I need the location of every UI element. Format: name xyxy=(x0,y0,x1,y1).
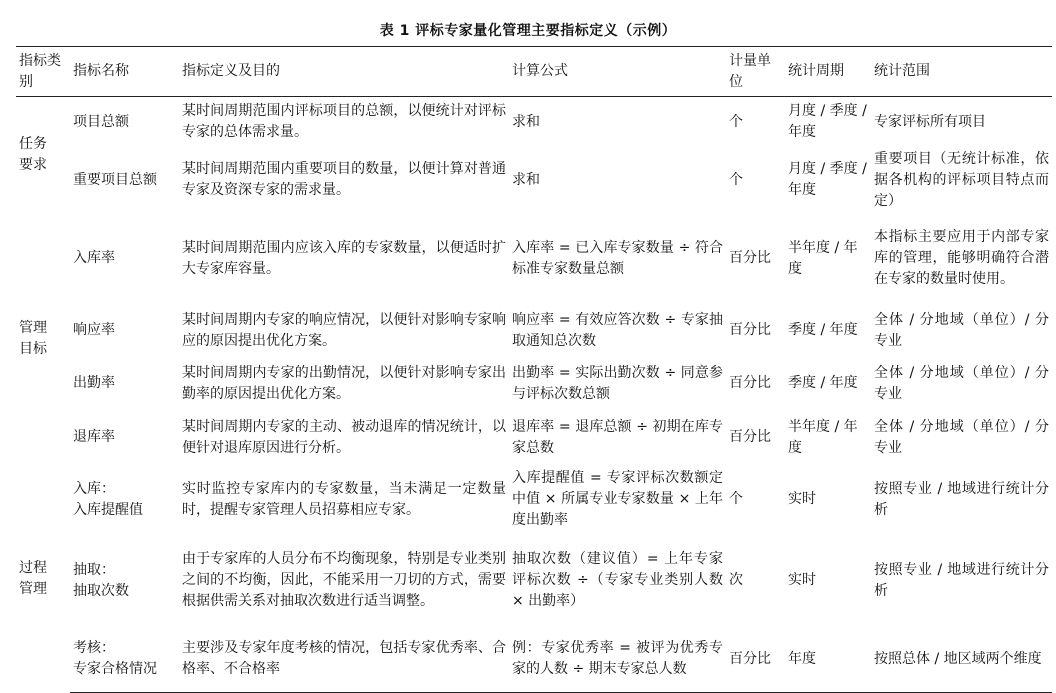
indicator-name: 入库率 xyxy=(73,250,115,266)
indicator-period: 季度 / 年度 xyxy=(788,322,858,338)
table-row xyxy=(16,535,1052,627)
indicator-name-line: 考核： xyxy=(73,640,115,657)
table-caption: 表 1 评标专家量化管理主要指标定义（示例） xyxy=(379,23,677,39)
indicator-formula: 入库提醒值 = 专家评标次数额定中值 × 所属专业专家数量 × 上年度出勤率 xyxy=(512,470,723,528)
indicator-formula: 退库率 = 退库总额 ÷ 初期在库专家总数 xyxy=(512,418,723,456)
header-period: 统计周期 xyxy=(785,47,871,97)
indicator-period: 半年度 / 年度 xyxy=(788,239,858,277)
indicator-period: 季度 / 年度 xyxy=(788,375,858,391)
indicator-period: 年度 xyxy=(785,627,871,693)
table-row xyxy=(16,305,1052,357)
indicator-formula: 求和 xyxy=(512,113,540,130)
indicator-scope: 专家评标所有项目 xyxy=(874,113,986,130)
table-row xyxy=(16,148,1052,213)
indicator-name: 项目总额 xyxy=(73,113,129,130)
indicator-unit: 百分比 xyxy=(726,627,785,693)
table-row xyxy=(16,97,1052,148)
indicator-name-line: 入库提醒值 xyxy=(73,501,143,518)
indicator-definition: 由于专家库的人员分布不均衡现象，特别是专业类别之间的不均衡，因此，不能采用一刀切的方式，需要根据供需关系对抽取次数进行适当调整。 xyxy=(182,551,506,609)
indicator-unit: 百分比 xyxy=(729,429,771,445)
indicator-formula: 响应率 = 有效应答次数 ÷ 专家抽取通知总次数 xyxy=(512,311,723,349)
indicator-unit: 个 xyxy=(729,113,743,130)
category-label-line: 管理 xyxy=(19,580,47,597)
header-unit: 计量单位 xyxy=(726,47,785,97)
table-row xyxy=(16,411,1052,465)
indicator-name-line: 专家合格情况 xyxy=(73,661,157,678)
category-cell xyxy=(16,97,70,213)
header-definition: 指标定义及目的 xyxy=(179,47,509,97)
indicator-unit: 个 xyxy=(729,171,743,188)
indicator-table xyxy=(16,46,1052,693)
indicator-name: 重要项目总额 xyxy=(73,171,157,188)
indicator-scope: 全体 / 分地域（单位）/ 分专业 xyxy=(874,311,1049,349)
indicator-formula: 出勤率 = 实际出勤次数 ÷ 同意参与评标次数总额 xyxy=(512,364,723,402)
category-label-line: 目标 xyxy=(19,340,47,357)
indicator-definition: 主要涉及专家年度考核的情况，包括专家优秀率、合格率、不合格率 xyxy=(179,627,509,693)
indicator-definition: 实时监控专家库内的专家数量，当未满足一定数量时，提醒专家管理人员招募相应专家。 xyxy=(182,480,506,518)
indicator-scope: 全体 / 分地域（单位）/ 分专业 xyxy=(874,418,1049,456)
header-formula: 计算公式 xyxy=(509,47,726,97)
category-label-line: 过程 xyxy=(19,559,47,576)
indicator-unit: 个 xyxy=(729,491,743,507)
indicator-unit: 次 xyxy=(729,572,743,588)
indicator-definition: 某时间周期范围内评标项目的总额，以便统计对评标专家的总体需求量。 xyxy=(182,103,506,141)
indicator-period: 半年度 / 年度 xyxy=(788,418,858,456)
indicator-scope: 本指标主要应用于内部专家库的管理，能够明确符合潜在专家的数量时使用。 xyxy=(874,229,1049,287)
indicator-unit: 百分比 xyxy=(729,322,771,338)
indicator-formula: 例：专家优秀率 = 被评为优秀专家的人数 ÷ 期末专家总人数 xyxy=(509,627,726,693)
indicator-scope: 按照专业 / 地域进行统计分析 xyxy=(874,480,1049,518)
indicator-name: 出勤率 xyxy=(73,375,115,391)
indicator-unit: 百分比 xyxy=(729,375,771,391)
indicator-scope: 重要项目（无统计标准，依据各机构的评标项目特点而定） xyxy=(874,150,1049,209)
indicator-name xyxy=(70,535,179,627)
header-category: 指标类别 xyxy=(16,47,70,97)
table-row xyxy=(16,213,1052,305)
indicator-name-line: 抽取： xyxy=(73,561,115,578)
category-label-line: 管理 xyxy=(19,319,47,336)
category-cell xyxy=(16,465,70,693)
indicator-formula: 抽取次数（建议值）= 上年专家评标次数 ÷（专家专业类别人数 × 出勤率） xyxy=(512,551,723,609)
indicator-name-line: 抽取次数 xyxy=(73,582,129,599)
indicator-name xyxy=(70,465,179,535)
indicator-definition: 某时间周期范围内应该入库的专家数量，以便适时扩大专家库容量。 xyxy=(182,239,506,277)
category-cell xyxy=(16,213,70,465)
table-row xyxy=(16,627,1052,693)
header-name: 指标名称 xyxy=(70,47,179,97)
indicator-name: 响应率 xyxy=(73,322,115,338)
table-row xyxy=(16,357,1052,411)
header-scope: 统计范围 xyxy=(871,47,1052,97)
category-label-line: 要求 xyxy=(19,156,47,173)
indicator-definition: 某时间周期范围内重要项目的数量，以便计算对普通专家及资深专家的需求量。 xyxy=(182,161,506,198)
indicator-unit: 百分比 xyxy=(729,250,771,266)
table-row xyxy=(16,465,1052,535)
indicator-period: 实时 xyxy=(788,491,816,507)
indicator-name: 退库率 xyxy=(73,429,115,445)
indicator-period: 月度 / 季度 / 年度 xyxy=(788,161,867,198)
indicator-period: 实时 xyxy=(788,572,816,588)
indicator-period: 月度 / 季度 / 年度 xyxy=(788,103,867,141)
indicator-definition: 某时间周期内专家的主动、被动退库的情况统计，以便针对退库原因进行分析。 xyxy=(182,418,506,456)
indicator-definition: 某时间周期内专家的出勤情况，以便针对影响专家出勤率的原因提出优化方案。 xyxy=(182,364,506,402)
table-header-row xyxy=(16,47,1052,97)
indicator-definition: 某时间周期内专家的响应情况，以便针对影响专家响应的原因提出优化方案。 xyxy=(182,311,506,349)
indicator-name xyxy=(70,627,179,693)
indicator-scope: 按照专业 / 地域进行统计分析 xyxy=(874,561,1049,599)
indicator-scope: 按照总体 / 地区域两个维度 xyxy=(871,627,1052,693)
indicator-formula: 入库率 = 已入库专家数量 ÷ 符合标准专家数量总额 xyxy=(512,239,723,277)
category-label-line: 任务 xyxy=(19,135,47,152)
indicator-formula: 求和 xyxy=(512,171,540,188)
indicator-scope: 全体 / 分地域（单位）/ 分专业 xyxy=(874,364,1049,402)
indicator-name-line: 入库： xyxy=(73,480,115,497)
